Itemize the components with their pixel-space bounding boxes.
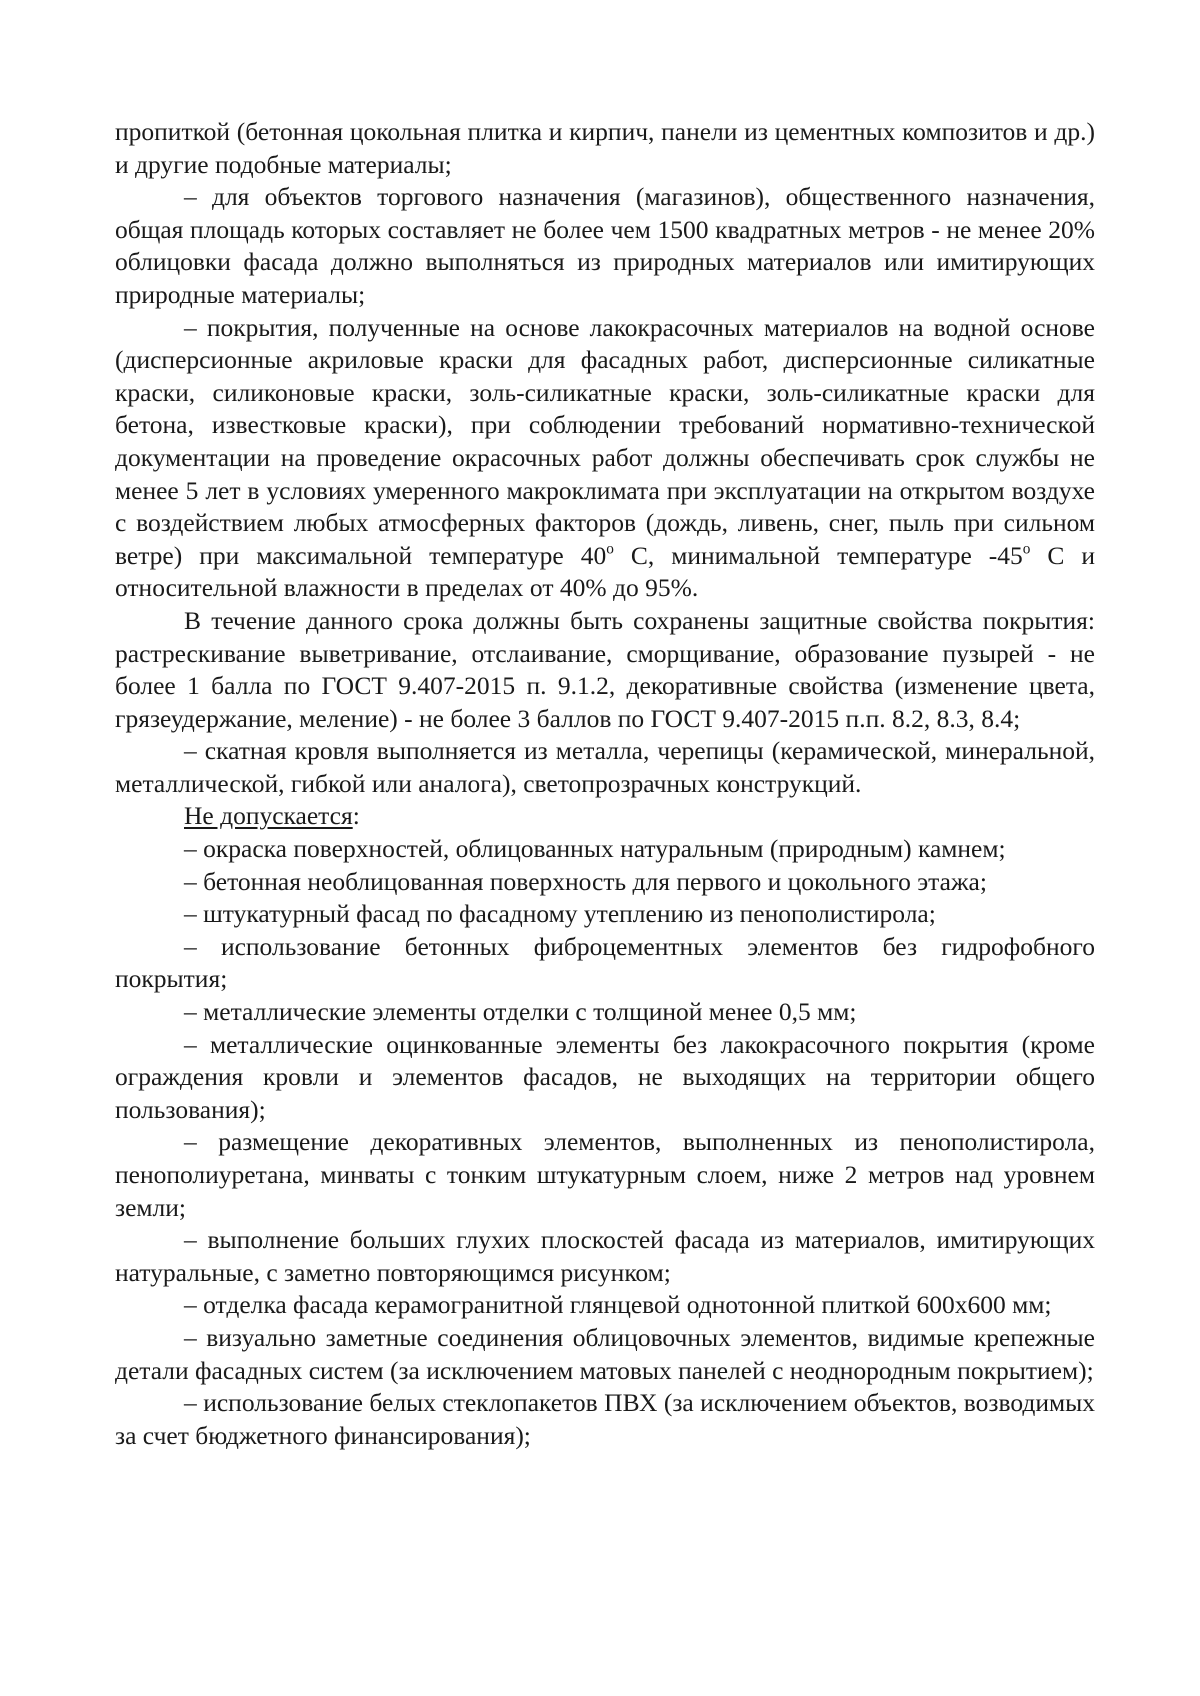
paint-coatings-text-3: С и относительной влажности в пределах от 40% до 95%. bbox=[115, 540, 1096, 603]
list-item-metal-thickness: – металлические элементы отделки с толщиной менее 0,5 мм; bbox=[184, 997, 857, 1027]
paragraph-paint-coatings bbox=[115, 312, 1095, 605]
list-item-bare-concrete: – бетонная необлицованная поверхность для первого и цокольного этажа; bbox=[184, 866, 987, 896]
paint-coatings-text-1: – покрытия, полученные на основе лакокрасочных материалов на водной основе (дисперсионные акриловые краски для фасадных работ, дисперсионные силикатные краски, силиконовые краски, золь-силикатные краски, золь-силикатные краски для бетона, известковые краски), при соблюдении требований нормативно-технической документации на проведение окрасочных работ должны обеспечивать срок службы не менее 5 лет в условиях умеренного макроклимата при эксплуатации на открытом воздухе с воздействием любых атмосферных факторов (дождь, ливень, снег, пыль при сильном ветре) при максимальной температуре 40 bbox=[115, 312, 1095, 570]
paragraph-protective-properties: В течение данного срока должны быть сохранены защитные свойства покрытия: растрескивание выветривание, отслаивание, сморщивание, образование пузырей - не более 1 балла по ГОСТ 9.407-2015 п. 9.1.2, декоративные свойства (изменение цвета, грязеудержание, меление) - не более 3 баллов по ГОСТ 9.407-2015 п.п. 8.2, 8.3, 8.4; bbox=[115, 605, 1095, 733]
list-item-plaster-facade: – штукатурный фасад по фасадному утеплению из пенополистирола; bbox=[184, 899, 936, 929]
heading-not-allowed bbox=[115, 800, 1095, 833]
degree-mark-min: о bbox=[1022, 540, 1031, 558]
list-item-visible-joints: – визуально заметные соединения облицовочных элементов, видимые крепежные детали фасадных систем (за исключением матовых панелей с неоднородным покрытием); bbox=[115, 1322, 1095, 1385]
list-item-blank-planes: – выполнение больших глухих плоскостей фасада из материалов, имитирующих натуральные, с заметно повторяющимся рисунком; bbox=[115, 1225, 1095, 1287]
document-page bbox=[115, 116, 1095, 1452]
list-item-stone-painting: – окраска поверхностей, облицованных натуральным (природным) камнем; bbox=[184, 834, 1006, 864]
not-allowed-label: Не допускается bbox=[184, 801, 353, 831]
list-item-white-pvc: – использование белых стеклопакетов ПВХ (за исключением объектов, возводимых за счет бюджетного финансирования); bbox=[115, 1388, 1095, 1450]
paint-coatings-text-2: С, минимальной температуре -45 bbox=[613, 540, 1023, 570]
list-item-fiber-cement: – использование бетонных фиброцементных элементов без гидрофобного покрытия; bbox=[115, 931, 1095, 994]
paragraph-trade-objects: – для объектов торгового назначения (магазинов), общественного назначения, общая площадь которых составляет не более чем 1500 квадратных метров - не менее 20% облицовки фасада должно выполняться из природных материалов или имитирующих природные материалы; bbox=[115, 182, 1095, 309]
degree-mark-max: о bbox=[606, 540, 614, 558]
list-item-decorative-elements: – размещение декоративных элементов, выполненных из пенополистирола, пенополиуретана, минваты с тонким штукатурным слоем, ниже 2 метров над уровнем земли; bbox=[115, 1127, 1095, 1222]
paragraph-impregnation-continuation: пропиткой (бетонная цокольная плитка и кирпич, панели из цементных композитов и др.) и другие подобные материалы; bbox=[115, 117, 1095, 179]
not-allowed-colon: : bbox=[352, 801, 360, 831]
list-item-galvanized-metal: – металлические оцинкованные элементы без лакокрасочного покрытия (кроме ограждения кровли и элементов фасадов, не выходящих на территории общего пользования); bbox=[115, 1029, 1095, 1124]
paragraph-pitched-roof: – скатная кровля выполняется из металла, черепицы (керамической, минеральной, металлической, гибкой или аналога), светопрозрачных конструкций. bbox=[115, 736, 1095, 798]
list-item-porcelain-tile: – отделка фасада керамогранитной глянцевой однотонной плиткой 600х600 мм; bbox=[184, 1290, 1052, 1320]
